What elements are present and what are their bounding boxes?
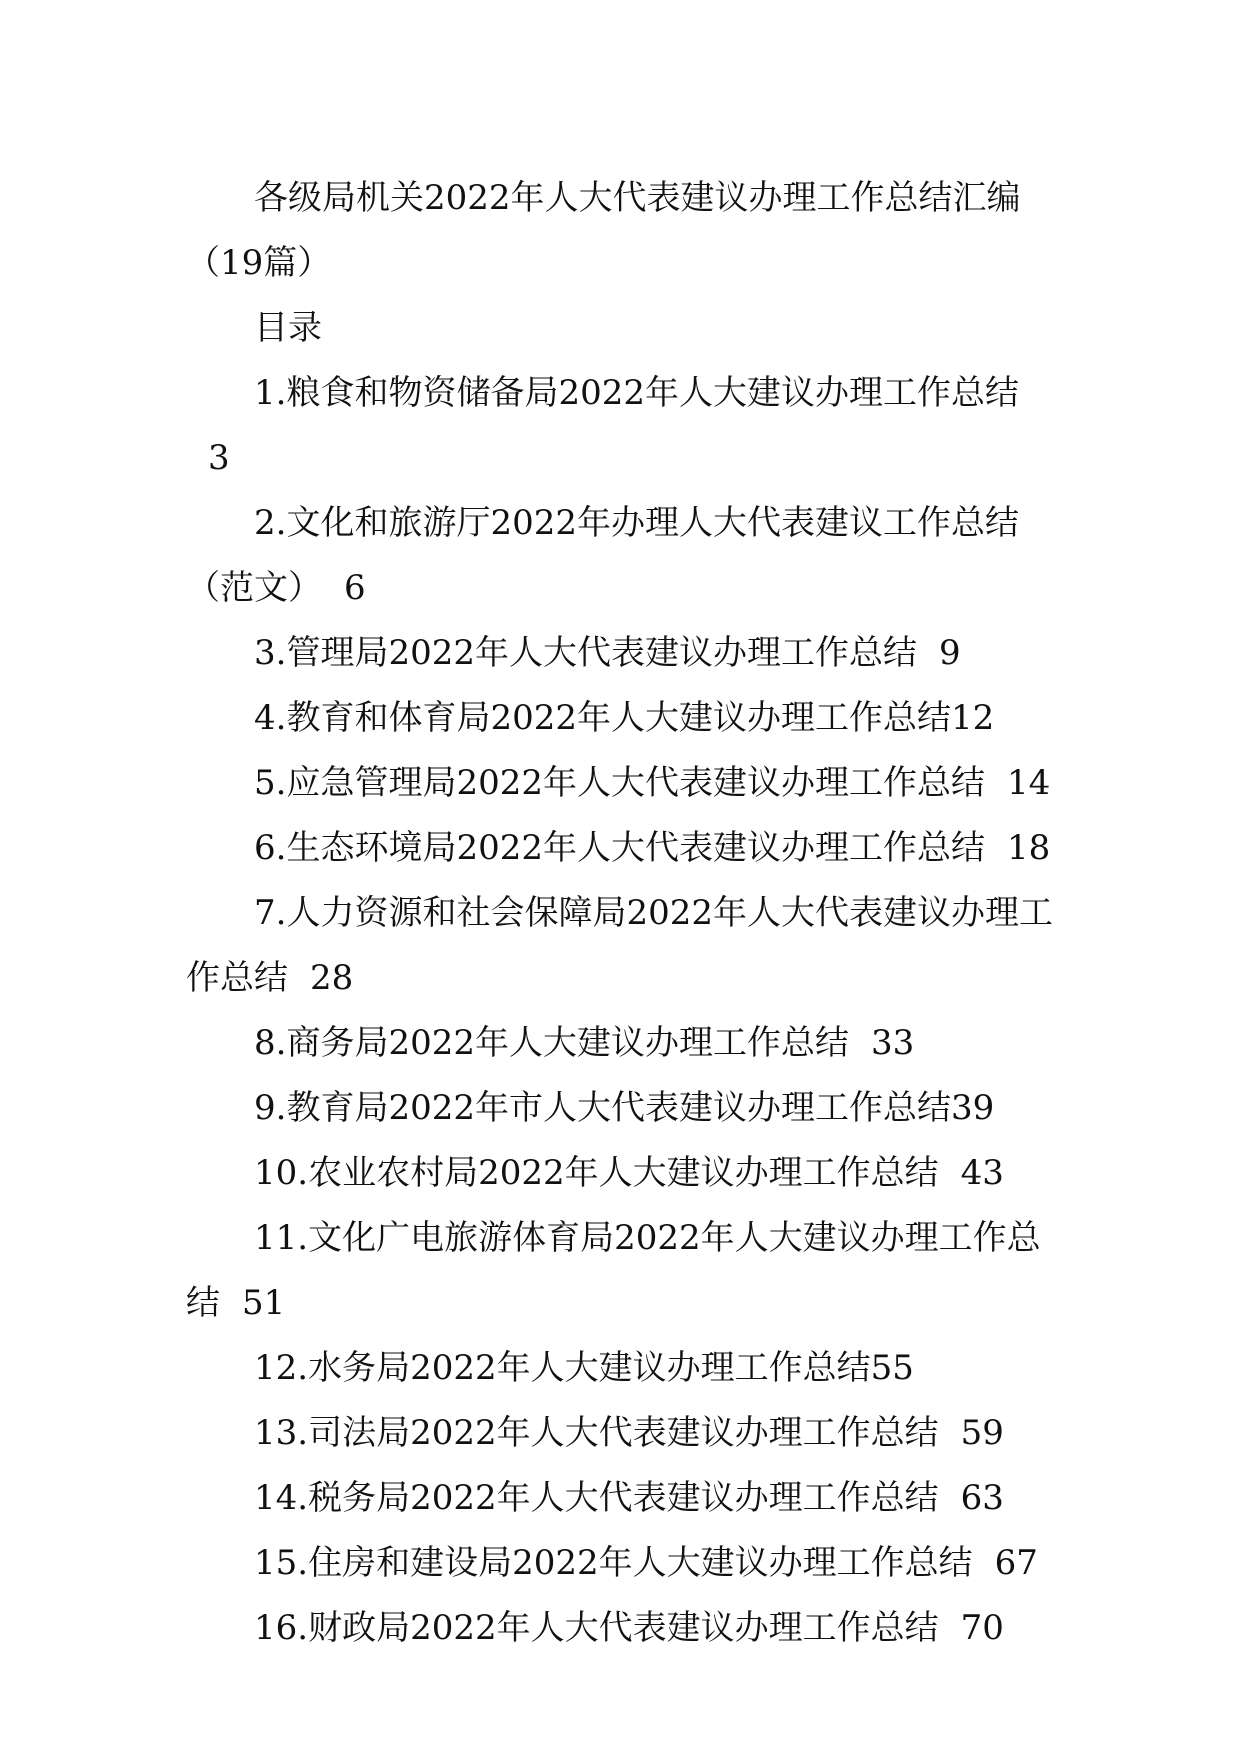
toc-entry-title: 16.财政局2022年人大代表建议办理工作总结 [254,1608,939,1648]
toc-entry-page: 39 [950,1088,995,1128]
toc-entry-page: 6 [344,568,366,608]
toc-entry-title: 11.文化广电旅游体育局2022年人大建议办理工作总结 [186,1218,1041,1323]
toc-heading: 目录 [254,308,322,348]
toc-entry-page: 33 [870,1023,915,1063]
toc-entry[interactable] [186,1596,1056,1661]
toc-entry-title: 2.文化和旅游厅2022年办理人大代表建议工作总结（范文） [186,503,1019,608]
toc-entry[interactable] [186,1531,1056,1596]
toc-entry-title: 7.人力资源和社会保障局2022年人大代表建议办理工作总结 [186,893,1053,998]
toc-entry[interactable] [186,1076,1056,1141]
toc-entry-page: 67 [994,1543,1038,1583]
toc-entry-page: 55 [870,1348,914,1388]
toc-entry-title: 12.水务局2022年人大建议办理工作总结 [254,1348,871,1388]
toc-entry-page: 51 [242,1283,286,1323]
toc-entry-page: 3 [208,438,230,478]
toc-entry[interactable] [186,1141,1056,1206]
toc-entry-page: 12 [950,698,995,738]
toc-entry-page: 70 [960,1608,1004,1648]
toc-entry-page: 9 [938,633,961,673]
toc-entry[interactable] [186,881,1056,1011]
toc-entry-title: 13.司法局2022年人大代表建议办理工作总结 [254,1413,939,1453]
toc-entry-title: 3.管理局2022年人大代表建议办理工作总结 [254,633,917,673]
toc-entry-page: 28 [310,958,354,998]
toc-entry[interactable] [186,751,1056,816]
toc-entry[interactable] [186,1401,1056,1466]
toc-entry-title: 15.住房和建设局2022年人大建议办理工作总结 [254,1543,973,1583]
toc-entry-page: 43 [960,1153,1004,1193]
toc-entry-title: 6.生态环境局2022年人大代表建议办理工作总结 [254,828,985,868]
toc-entry[interactable] [186,1011,1056,1076]
toc-entry[interactable] [186,361,1056,491]
toc-entry-title: 4.教育和体育局2022年人大建议办理工作总结 [254,698,951,738]
toc-entry-page: 18 [1006,828,1051,868]
toc-entry[interactable] [186,1336,1056,1401]
toc-entry[interactable] [186,816,1056,881]
toc-entry[interactable] [186,491,1056,621]
toc-entry-title: 1.粮食和物资储备局2022年人大建议办理工作总结 [254,373,1019,413]
toc-entry-page: 63 [960,1478,1004,1518]
toc-entry[interactable] [186,1206,1056,1336]
toc-entry-page: 59 [960,1413,1004,1453]
table-of-contents [186,361,1056,1661]
toc-entry[interactable] [186,1466,1056,1531]
toc-entry-page: 14 [1006,763,1051,803]
document-title: 各级局机关2022年人大代表建议办理工作总结汇编（19篇） [186,178,1021,283]
toc-entry-title: 10.农业农村局2022年人大建议办理工作总结 [254,1153,939,1193]
toc-entry-title: 14.税务局2022年人大代表建议办理工作总结 [254,1478,939,1518]
toc-entry-title: 8.商务局2022年人大建议办理工作总结 [254,1023,849,1063]
toc-entry[interactable] [186,621,1056,686]
toc-entry[interactable] [186,686,1056,751]
toc-entry-title: 5.应急管理局2022年人大代表建议办理工作总结 [254,763,985,803]
toc-entry-title: 9.教育局2022年市人大代表建议办理工作总结 [254,1088,951,1128]
